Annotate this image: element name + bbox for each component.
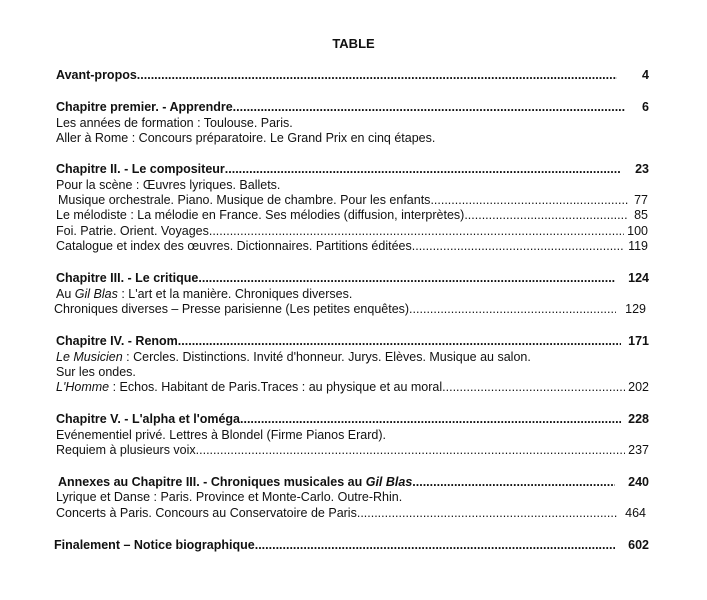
toc-page-number: 237: [628, 443, 649, 457]
toc-entry-chapitre-5: [56, 412, 649, 427]
toc-label: Chapitre premier. - Apprendre: [56, 100, 233, 114]
toc-subline: Requiem à plusieurs voix ..... 237: [56, 443, 649, 458]
toc-entry-chapitre-4: [56, 334, 649, 349]
page-title: TABLE: [332, 36, 375, 51]
toc-entry-annexes: [58, 475, 649, 490]
toc-subline: Foi. Patrie. Orient. Voyages ..... 100: [56, 224, 648, 239]
toc-subline: Evénementiel privé. Lettres à Blondel (Firme Pianos Erard).: [56, 428, 387, 442]
toc-page-number: 464: [625, 506, 646, 520]
toc-entry-finalement: [54, 538, 649, 553]
toc-subline: Le Musicien : Cercles. Distinctions. Invité d'honneur. Jurys. Elèves. Musique au salon.: [56, 350, 531, 364]
toc-page-number: 202: [628, 380, 649, 394]
toc-subline: Le mélodiste : La mélodie en France. Ses mélodies (diffusion, interprètes) ..... 85: [56, 208, 648, 223]
toc-subline: Aller à Rome : Concours préparatoire. Le Grand Prix en cinq étapes.: [56, 131, 436, 145]
toc-page-number: 602: [628, 538, 649, 552]
toc-entry-avant-propos: [56, 68, 649, 83]
toc-label: Chapitre II. - Le compositeur: [56, 162, 225, 176]
toc-page-number: 77: [634, 193, 648, 207]
toc-page-number: 100: [627, 224, 648, 238]
toc-page-number: 171: [628, 334, 649, 348]
toc-page-number: 85: [634, 208, 648, 222]
toc-page-number: 6: [642, 100, 649, 114]
toc-page-number: 4: [642, 68, 649, 82]
toc-entry-chapitre-3: [56, 271, 649, 286]
toc-label: Avant-propos: [56, 68, 137, 82]
toc-page-number: 240: [628, 475, 649, 489]
toc-page-number: 228: [628, 412, 649, 426]
toc-subline: Sur les ondes.: [56, 365, 136, 379]
toc-label: Chapitre V. - L'alpha et l'oméga: [56, 412, 240, 426]
toc-page-number: 124: [628, 271, 649, 285]
toc-label: Chapitre IV. - Renom: [56, 334, 178, 348]
toc-entry-chapitre-1: [56, 100, 649, 115]
toc-subline: Les années de formation : Toulouse. Paris.: [56, 116, 293, 130]
toc-subline: Lyrique et Danse : Paris. Province et Monte-Carlo. Outre-Rhin.: [56, 490, 403, 504]
toc-subline: Musique orchestrale. Piano. Musique de chambre. Pour les enfants ..... 77: [58, 193, 648, 208]
toc-subline: Au Gil Blas : L'art et la manière. Chroniques diverses.: [56, 287, 353, 301]
toc-subline: Chroniques diverses – Presse parisienne (Les petites enquêtes). ..... 129: [54, 302, 646, 317]
toc-subline: Catalogue et index des œuvres. Dictionnaires. Partitions éditées ..... 119: [56, 239, 648, 254]
toc-label: Finalement – Notice biographique: [54, 538, 255, 552]
toc-page-number: 23: [635, 162, 649, 176]
toc-subline: Pour la scène : Œuvres lyriques. Ballets.: [56, 178, 281, 192]
toc-entry-chapitre-2: [56, 162, 649, 177]
toc-page-number: 119: [628, 239, 648, 253]
toc-page-number: 129: [625, 302, 646, 316]
toc-subline: L'Homme : Echos. Habitant de Paris.Traces : au physique et au moral ..... 202: [56, 380, 649, 395]
toc-label: Annexes au Chapitre III. - Chroniques musicales au Gil Blas: [58, 475, 413, 489]
toc-label: Chapitre III. - Le critique: [56, 271, 199, 285]
toc-subline: Concerts à Paris. Concours au Conservatoire de Paris ..... 464: [56, 506, 646, 521]
